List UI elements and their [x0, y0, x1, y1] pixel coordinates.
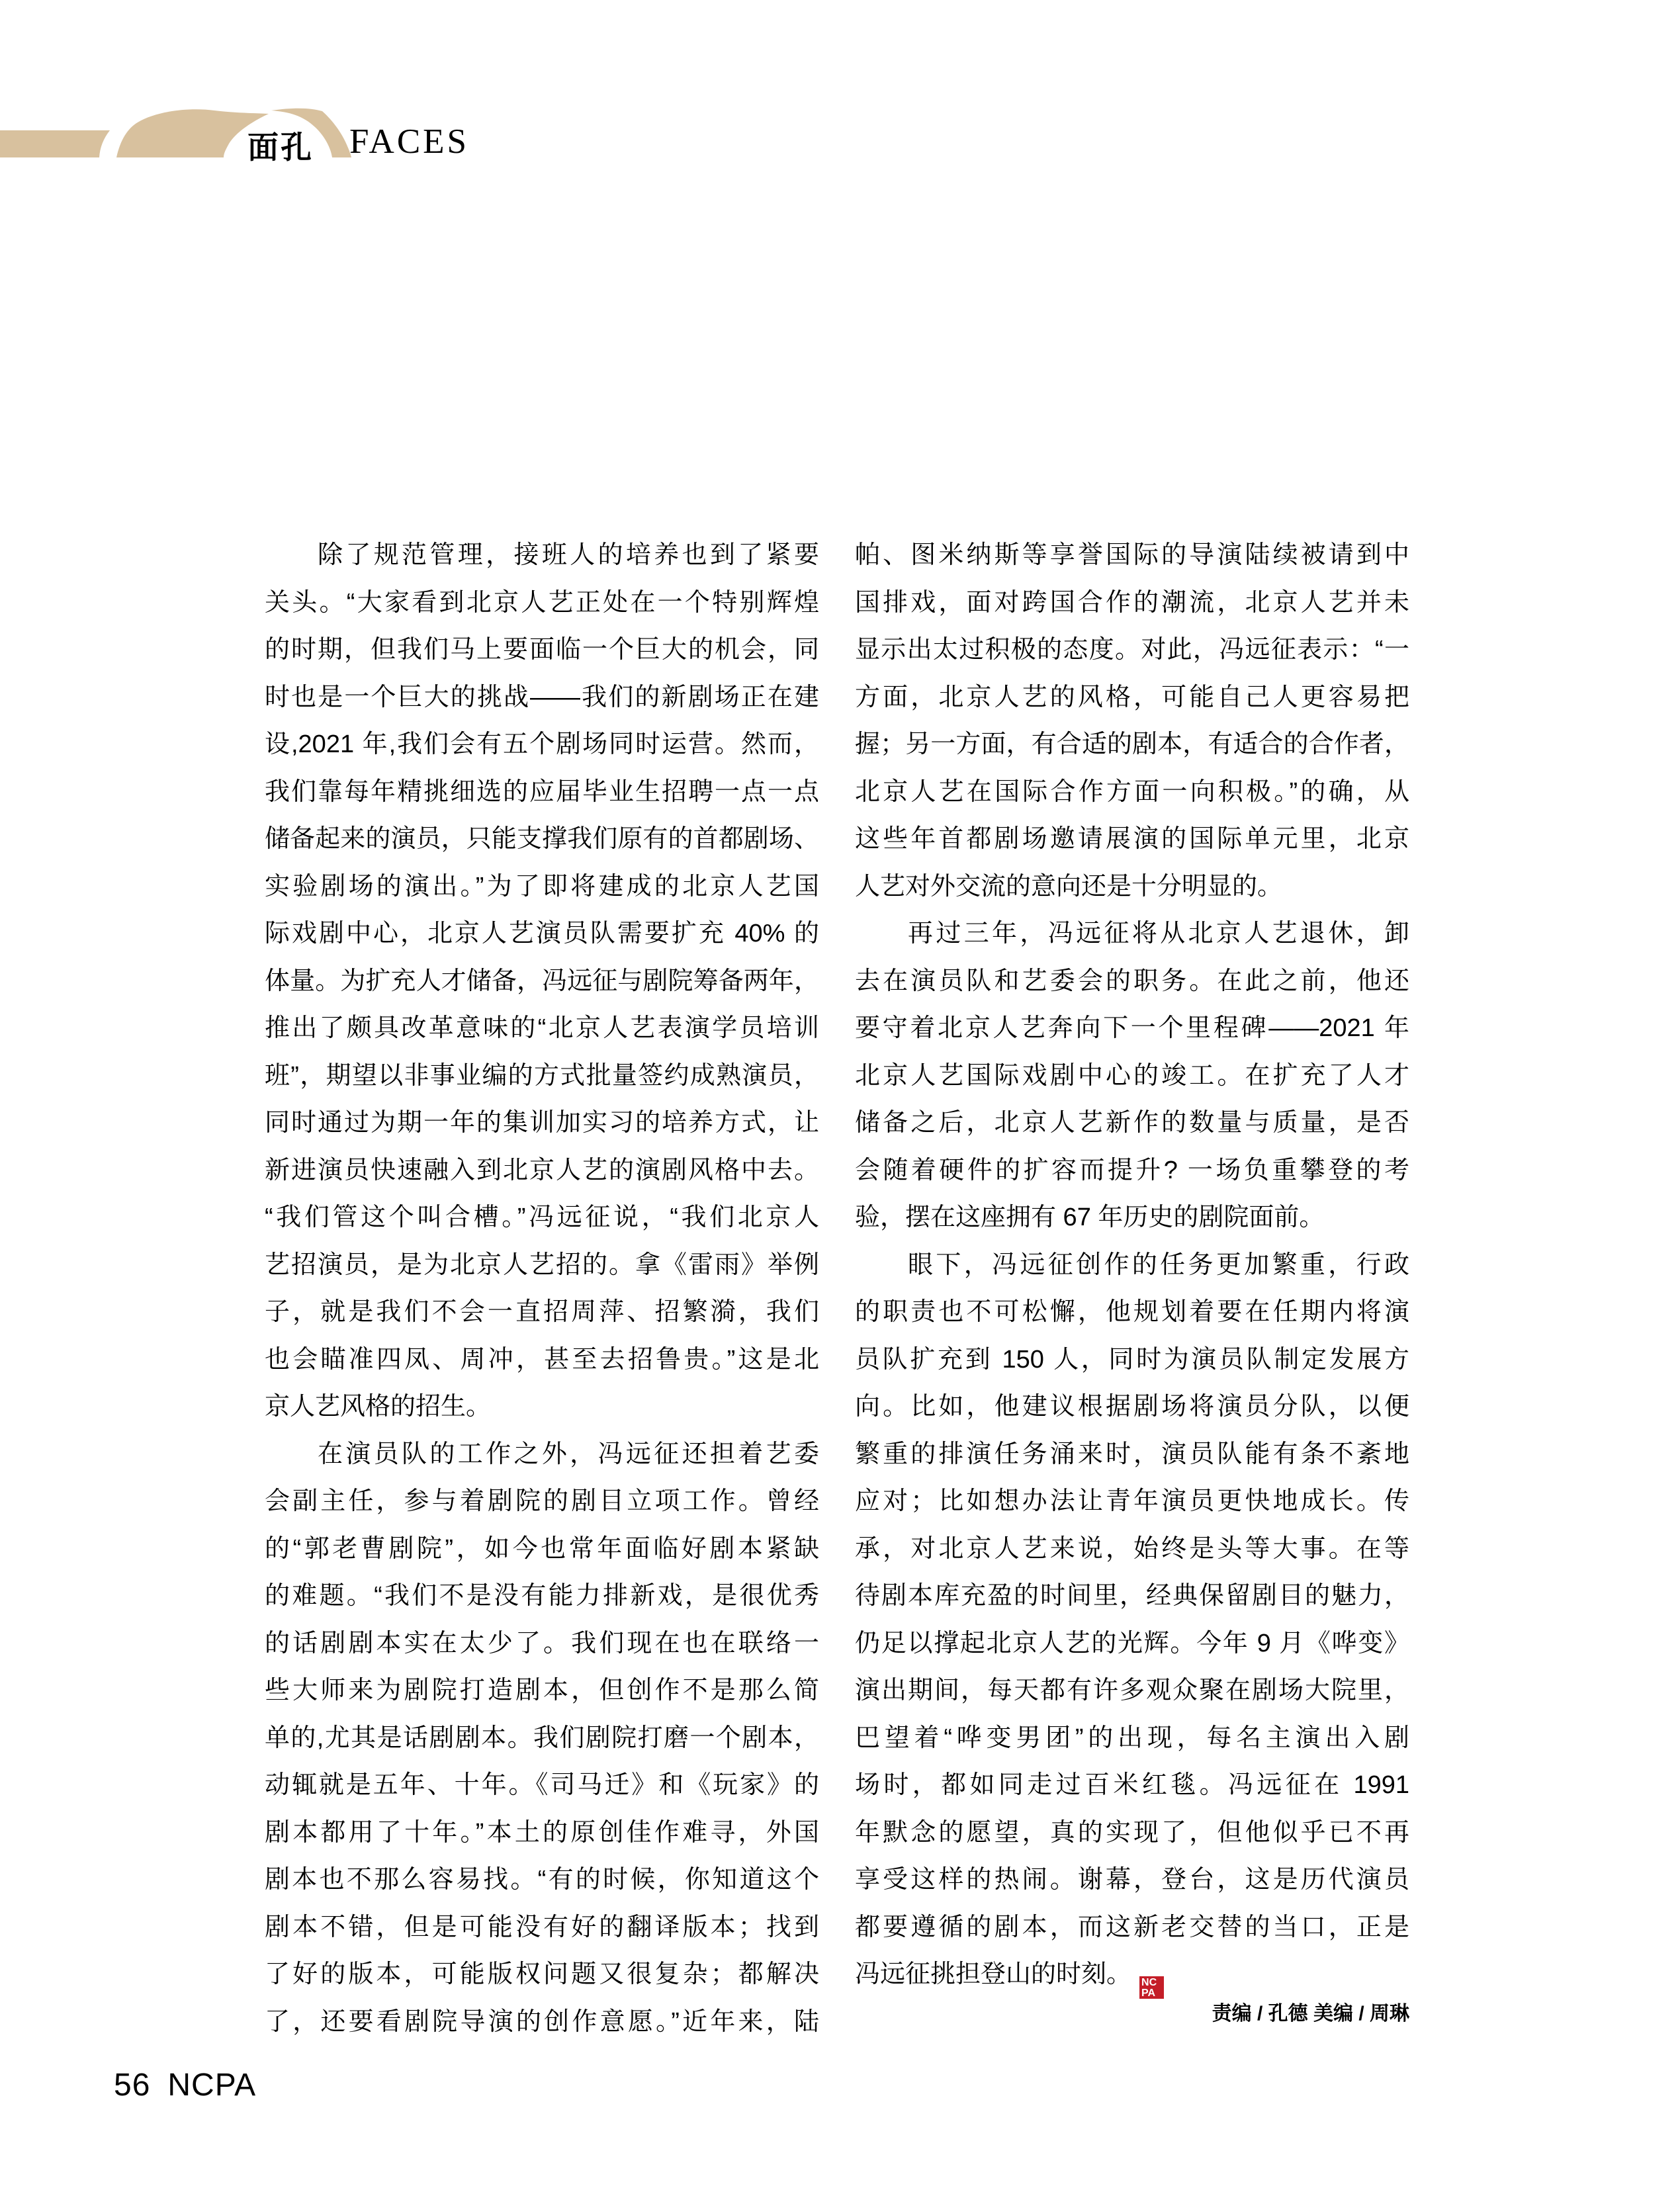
text-line: 北京人艺国际戏剧中心的竣工。在扩充了人才 — [855, 1061, 1409, 1090]
text-line: 的难题。“我们不是没有能力排新戏，是很优秀 — [265, 1582, 819, 1610]
text-line: 巴望着“哗变男团”的出现，每名主演出入剧 — [855, 1724, 1409, 1752]
section-title-cn: 面孔 — [247, 130, 314, 165]
text-line: 仍足以撑起北京人艺的光辉。今年 9 月《哗变》 — [855, 1629, 1409, 1657]
text-line: 承，对北京人艺来说，始终是头等大事。在等 — [855, 1534, 1409, 1563]
text-line: 际戏剧中心，北京人艺演员队需要扩充 40% 的 — [265, 920, 819, 947]
text-line: 北京人艺在国际合作方面一向积极。”的确，从 — [855, 777, 1409, 806]
text-line: 些大师来为剧院打造剧本，但创作不是那么简 — [265, 1677, 819, 1704]
text-line: 动辄就是五年、十年。《司马迁》和《玩家》的 — [265, 1771, 819, 1799]
text-line: 也会瞄准四凤、周冲，甚至去招鲁贵。”这是北 — [265, 1345, 819, 1374]
text-line: 班”，期望以非事业编的方式批量签约成熟演员， — [265, 1061, 819, 1090]
text-line: 帕、图米纳斯等享誉国际的导演陆续被请到中 — [855, 541, 1409, 569]
text-line: 了好的版本，可能版权问题又很复杂；都解决 — [265, 1960, 819, 1988]
text-line: 剧本不错，但是可能没有好的翻译版本；找到 — [265, 1913, 819, 1941]
text-line: 向。比如，他建议根据剧场将演员分队，以便 — [855, 1393, 1409, 1421]
text-line: 艺招演员，是为北京人艺招的。拿《雷雨》举例 — [265, 1250, 819, 1279]
text-line: 场时，都如同走过百米红毯。冯远征在 1991 — [855, 1771, 1409, 1799]
text-line: 的职责也不可松懈，他规划着要在任期内将演 — [855, 1298, 1409, 1326]
text-line: 京人艺风格的招生。 — [265, 1393, 492, 1421]
text-line: 国排戏，面对跨国合作的潮流，北京人艺并未 — [855, 588, 1409, 617]
text-line: 握；另一方面，有合适的剧本，有适合的合作者， — [855, 730, 1409, 758]
text-line: 享受这样的热闹。谢幕，登台，这是历代演员 — [855, 1866, 1409, 1894]
text-line: 演出期间，每天都有许多观众聚在剧场大院里， — [855, 1677, 1409, 1704]
text-line: 了，还要看剧院导演的创作意愿。”近年来，陆 — [265, 2007, 819, 2036]
text-line: 推出了颇具改革意味的“北京人艺表演学员培训 — [265, 1014, 819, 1042]
text-line: 时也是一个巨大的挑战——我们的新剧场正在建 — [265, 683, 819, 711]
text-line: 都要遵循的剧本，而这新老交替的当口，正是 — [855, 1913, 1409, 1941]
text-line: 验，摆在这座拥有 67 年历史的剧院面前。 — [855, 1203, 1325, 1231]
swoosh-bar — [0, 130, 110, 157]
page-number: 56 — [114, 2068, 151, 2103]
text-line: 体量。为扩充人才储备，冯远征与剧院筹备两年， — [265, 967, 819, 995]
text-line: 待剧本库充盈的时间里，经典保留剧目的魅力， — [855, 1582, 1409, 1610]
text-line: 在演员队的工作之外，冯远征还担着艺委 — [318, 1440, 819, 1468]
text-line: 新进演员快速融入到北京人艺的演剧风格中去。 — [265, 1156, 819, 1184]
text-line: 要守着北京人艺奔向下一个里程碑——2021 年 — [855, 1014, 1409, 1042]
text-line: 这些年首都剧场邀请展演的国际单元里，北京 — [855, 825, 1409, 853]
text-line: 应对；比如想办法让青年演员更快地成长。传 — [855, 1487, 1409, 1515]
text-line: 储备起来的演员，只能支撑我们原有的首都剧场、 — [265, 825, 819, 853]
text-line: 我们靠每年精挑细选的应届毕业生招聘一点一点 — [265, 777, 819, 806]
text-line: 的话剧剧本实在太少了。我们现在也在联络一 — [265, 1629, 819, 1657]
text-line: 方面，北京人艺的风格，可能自己人更容易把 — [855, 683, 1409, 711]
text-line: “我们管这个叫合槽。”冯远征说，“我们北京人 — [265, 1203, 819, 1231]
text-line: 眼下，冯远征创作的任务更加繁重，行政 — [908, 1250, 1409, 1279]
text-line: 关头。“大家看到北京人艺正处在一个特别辉煌 — [265, 588, 819, 617]
text-line: 的时期，但我们马上要面临一个巨大的机会，同 — [265, 636, 819, 664]
text-line: 子，就是我们不会一直招周萍、招繁漪，我们 — [265, 1298, 819, 1326]
text-line: 年默念的愿望，真的实现了，但他似乎已不再 — [855, 1818, 1409, 1847]
text-line: 人艺对外交流的意向还是十分明显的。 — [855, 872, 1283, 900]
text-line: 同时通过为期一年的集训加实习的培养方式，让 — [265, 1109, 819, 1137]
text-line: 剧本都用了十年。”本土的原创佳作难寻，外国 — [265, 1818, 819, 1847]
text-line: 设,2021 年,我们会有五个剧场同时运营。然而， — [265, 730, 819, 758]
ncpa-end-seal-icon: NC PA — [1139, 1976, 1164, 1999]
magazine-name: NCPA — [167, 2068, 257, 2103]
text-line: 再过三年，冯远征将从北京人艺退休，卸 — [908, 920, 1409, 947]
text-line: 除了规范管理，接班人的培养也到了紧要 — [318, 541, 819, 569]
text-line: 去在演员队和艺委会的职务。在此之前，他还 — [855, 967, 1409, 995]
swoosh-wing — [116, 109, 269, 157]
header-swoosh-graphic — [0, 99, 371, 162]
text-line: 繁重的排演任务涌来时，演员队能有条不紊地 — [855, 1440, 1409, 1468]
page-footer — [114, 2067, 256, 2103]
left-column — [265, 532, 819, 2046]
credits-line: 责编 / 孔德 美编 / 周琳 — [1212, 2003, 1409, 2025]
text-line: 实验剧场的演出。”为了即将建成的北京人艺国 — [265, 872, 819, 900]
text-line: 储备之后，北京人艺新作的数量与质量，是否 — [855, 1109, 1409, 1137]
section-title-en: FACES — [349, 122, 470, 161]
text-line: 的“郭老曹剧院”，如今也常年面临好剧本紧缺 — [265, 1534, 819, 1563]
text-line: 剧本也不那么容易找。“有的时候，你知道这个 — [265, 1866, 819, 1894]
text-line: 会副主任，参与着剧院的剧目立项工作。曾经 — [265, 1487, 819, 1515]
text-line: 单的,尤其是话剧剧本。我们剧院打磨一个剧本， — [265, 1724, 819, 1752]
text-line: 冯远征挑担登山的时刻。 NC PA — [855, 1951, 1409, 1999]
text-line: 显示出太过积极的态度。对此，冯远征表示：“一 — [855, 636, 1409, 664]
right-column — [855, 532, 1409, 1999]
text-line: 员队扩充到 150 人，同时为演员队制定发展方 — [855, 1345, 1409, 1374]
text-line: 会随着硬件的扩容而提升? 一场负重攀登的考 — [855, 1156, 1409, 1184]
